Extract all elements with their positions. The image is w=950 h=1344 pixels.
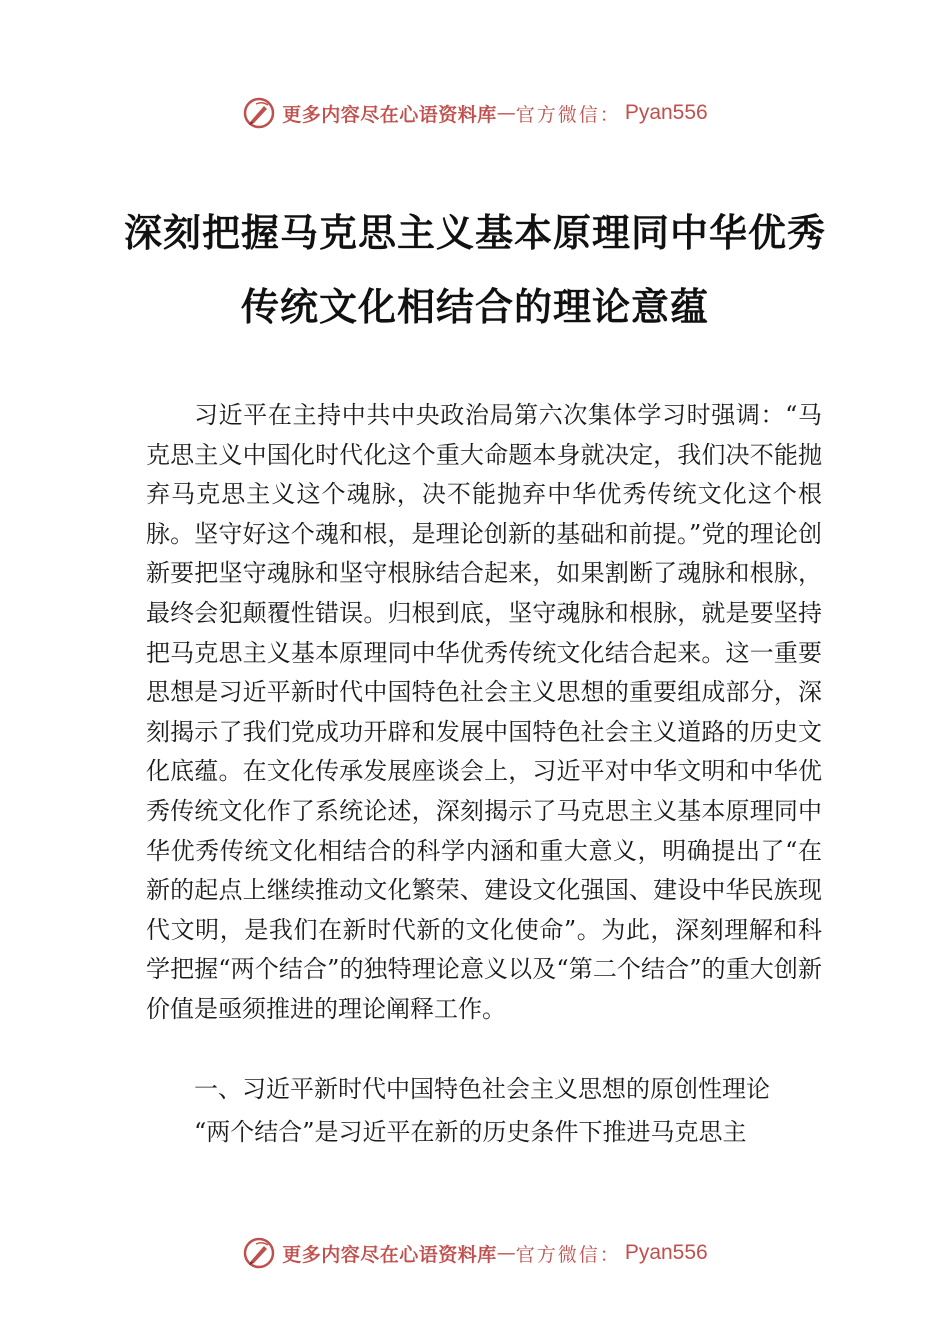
paragraph-2-start: “两个结合”是习近平在新的历史条件下推进马克思主 [194,1118,747,1146]
watermark-banner-top [0,93,950,133]
watermark-dash: — [496,102,516,124]
paragraph-1: 习近平在主持中共中央政治局第六次集体学习时强调：“马克思主义中国化时代化这个重大命题本身就决定，我们决不能抛弃马克思主义这个魂脉，决不能抛弃中华优秀传统文化这个根脉。坚守好这个魂和根，是理论创新的基础和前提。”党的理论创新要把坚守魂脉和坚守根脉结合起来，如果割断了魂脉和根脉，最终会犯颠覆性错误。归根到底，坚守魂脉和根脉，就是要坚持把马克思主义基本原理同中华优秀传统文化结合起来。这一重要思想是习近平新时代中国特色社会主义思想的重要组成部分，深刻揭示了我们党成功开辟和发展中国特色社会主义道路的历史文化底蕴。在文化传承发展座谈会上，习近平对中华文明和中华优秀传统文化作了系统论述，深刻揭示了马克思主义基本原理同中华优秀传统文化相结合的科学内涵和重大意义，明确提出了“在新的起点上继续推动文化繁荣、建设文化强国、建设中华民族现代文明，是我们在新时代新的文化使命”。为此，深刻理解和科学把握“两个结合”的独特理论意义以及“第二个结合”的重大创新价值是亟须推进的理论阐释工作。 [146,401,822,1023]
wechat-id: Pyan556 [624,1241,708,1264]
wechat-label: 官方微信： [515,1243,621,1266]
watermark-text: 更多内容尽在心语资料库 [282,103,497,126]
wechat-label: 官方微信： [515,103,621,126]
pen-logo-icon [242,1236,276,1270]
watermark-text: 更多内容尽在心语资料库 [282,1243,497,1266]
document-title-line-1: 深刻把握马克思主义基本原理同中华优秀 [123,210,826,255]
document-body [146,396,822,1030]
wechat-id: Pyan556 [624,101,708,124]
pen-logo-icon [242,96,276,130]
watermark-dash: — [496,1242,516,1264]
watermark-banner-bottom [0,1233,950,1273]
document-title-line-2: 传统文化相结合的理论意蕴 [240,284,709,329]
section-heading: 一、习近平新时代中国特色社会主义思想的原创性理论 [194,1075,770,1103]
